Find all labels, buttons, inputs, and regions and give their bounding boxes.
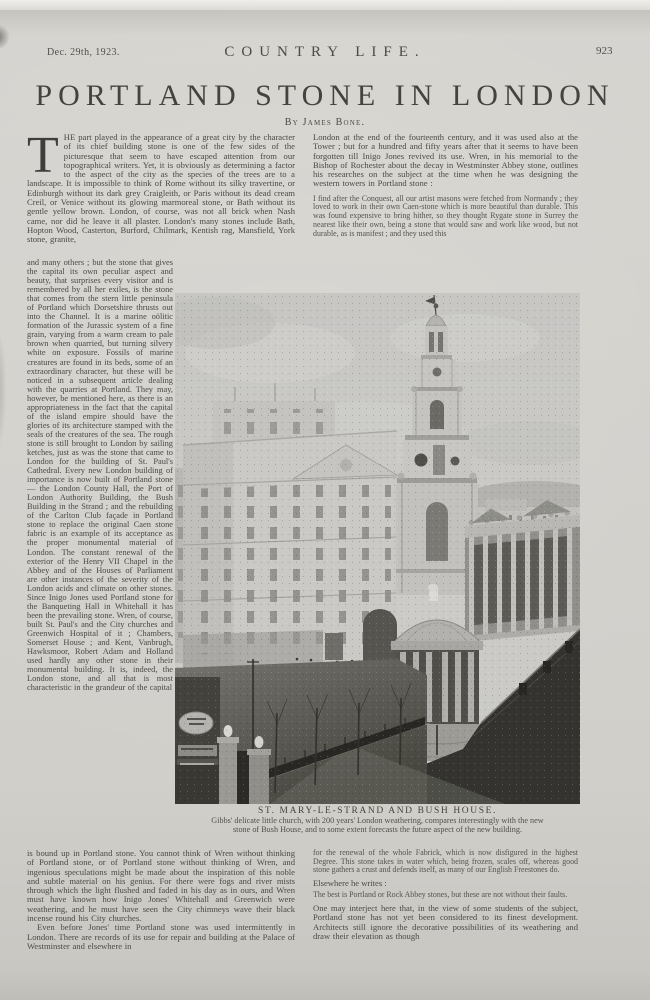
st-mary-le-strand-photo: [175, 293, 580, 804]
figure-caption-title: ST. MARY-LE-STRAND AND BUSH HOUSE.: [258, 806, 497, 816]
wren-quote-2: for the renewal of the whole Fabrick, which is now disfigured in the highest Degree. This stone takes in water which, being frozen, scales off, whereas good stone gathers a crust and defends itself, as many of our English Freestones do.: [313, 848, 578, 875]
elsewhere-line: Elsewhere he writes :: [313, 878, 387, 889]
right-top-column: [313, 133, 578, 238]
interject-paragraph: One may interject here that, in the view of some students of the subject, Portland stone has not yet been considered to its finest development. Architects still ignore the decorative possibilities of its weathering and draw their elevation as though: [313, 903, 578, 941]
drop-cap: T: [27, 127, 59, 184]
scan-edge: [0, 0, 650, 10]
figure-photo: [175, 293, 580, 804]
narrow-column: and many others ; but the stone that gives the capital its own peculiar aspect and beauty, that surprises every visitor and is remembered by all her exiles, is the stone that comes from the stern little peninsula of Portland which Dorsetshire thrusts out into the Channel. It is a marine oölitic formation of the Jurassic system of a fine grain, varying from a warm cream to pale brown when quarried, but turning silvery white on exposure. Fossils of marine creatures are found in its beds, some of an extraordinary character, but these will be noticed in a subsequent article dealing with the quarries at Portland. They may, however, be mentioned here, as there is an appropriateness in the fact that the capital of the island empire should have the glories of its architecture stamped with the seals of the creatures of the sea. The rough stone is still brought to London by sailing ketches, just as was the stone that came to London for the building of St. Paul's Cathedral. Every new London building of importance is now built of Portland stone — the London County Hall, the Port of London Authority Building, the Bush Building in the Strand ; and the rebuilding of the Carlton Club façade in Portland stone to replace the original Caen stone fabric is an example of its acceptance as the proper monumental material of London. The constant renewal of the exterior of the Henry VII Chapel in the Abbey and of the Houses of Parliament are other instances of the severity of the London acids and climate on other stones. Since Inigo Jones used Portland stone for the Banqueting Hall in Whitehall it has been the prevailing stone. Wren, of course, built St. Paul's and the City churches and Greenwich Hospital of it ; Chambers, Somerset House ; and Kent, Vanbrugh, Hawksmoor, Robert Adam and Holland used hardly any other stone in their monumental building. It is, indeed, the London stone, and all that is most characteristic in the grandeur of the capital: [27, 258, 173, 693]
issue-date: Dec. 29th, 1923.: [47, 47, 120, 58]
bottom-right-column: [313, 849, 578, 941]
figure-caption-line1: Gibbs' delicate little church, with 200 years' London weathering, compares interestingly with the new: [211, 816, 544, 825]
figure-caption-line2: stone of Bush House, and to some extent forecasts the future aspect of the new building.: [233, 825, 522, 835]
intro-column: [27, 127, 295, 245]
wren-quote-1: I find after the Conquest, all our artist masons were fetched from Normandy ; they loved to work in their own Caen-stone which is more beautiful than durable. This was found expensive to bring hither, so they thought Rygate stone in Surrey the nearest like their own, being a stone that would saw and work like wood, but not durable, as is manifest ; and they used this: [313, 193, 578, 238]
article-title: PORTLAND STONE IN LONDON: [35, 79, 615, 112]
bottom-left-paragraph-2: Even before Jones' time Portland stone was used intermittently in London. There are records of its use for repair and building at the Palace of Westminster and elsewhere in: [27, 922, 295, 951]
page-number: 923: [596, 45, 613, 57]
right-top-paragraph: London at the end of the fourteenth century, and it was used also at the Tower ; but for a hundred and fifty years after that it seems to have been forgotten till Inigo Jones revived its use. Wren, in his memorial to the Bishop of Rochester about the decay in Westminster Abbey stone, outlines his researches on the subject at the time when he was designing the western towers in Portland stone :: [313, 132, 578, 189]
scan-edge-mark: [0, 330, 6, 450]
scan-shadow: [0, 10, 650, 36]
masthead: COUNTRY LIFE.: [224, 44, 426, 60]
intro-paragraph: HE part played in the appearance of a great city by the character of its chief building stone is one of the few sides of the picturesque that seem to have escaped attention from our topographical writers. Yet, it is obviously as determining a factor to the aspect of the city as the species of the trees are to a landscape. It is impossible to think of Rome without its silky travertine, or Edinburgh without its dark grey Craigleith, or Paris without its dead cream Creil, or Venice without its glowing marmoreal stone, or Bath without its gentle yellow brown. London, of course, was not all brick when Nash came, nor did he leave it all plaster. London's many stones include Bath, Hopton Wood, Casterton, Burford, Chilmark, Kentish rag, Mansfield, York stone, granite,: [27, 132, 295, 245]
wren-quote-3: The best is Portland or Rock Abbey stones, but these are not without their faults.: [313, 890, 568, 900]
figure-caption: [180, 806, 575, 835]
bottom-left-paragraph-1: is bound up in Portland stone. You cannot think of Wren without thinking of Portland stone, or of Portland stone without thinking of Wren, and ingenious speculations might be made about the inspiration of this noble and subtle material on his genius. For there were fogs and river mists through which the light flushed and faded in his day as in ours, and Wren must have known how Inigo Jones' Whitehall and Greenwich were weathering, and he must have seen the City chimneys wave their black incense round his City churches.: [27, 848, 295, 924]
byline: By James Bone.: [284, 117, 366, 128]
bottom-left-column: [27, 849, 295, 951]
